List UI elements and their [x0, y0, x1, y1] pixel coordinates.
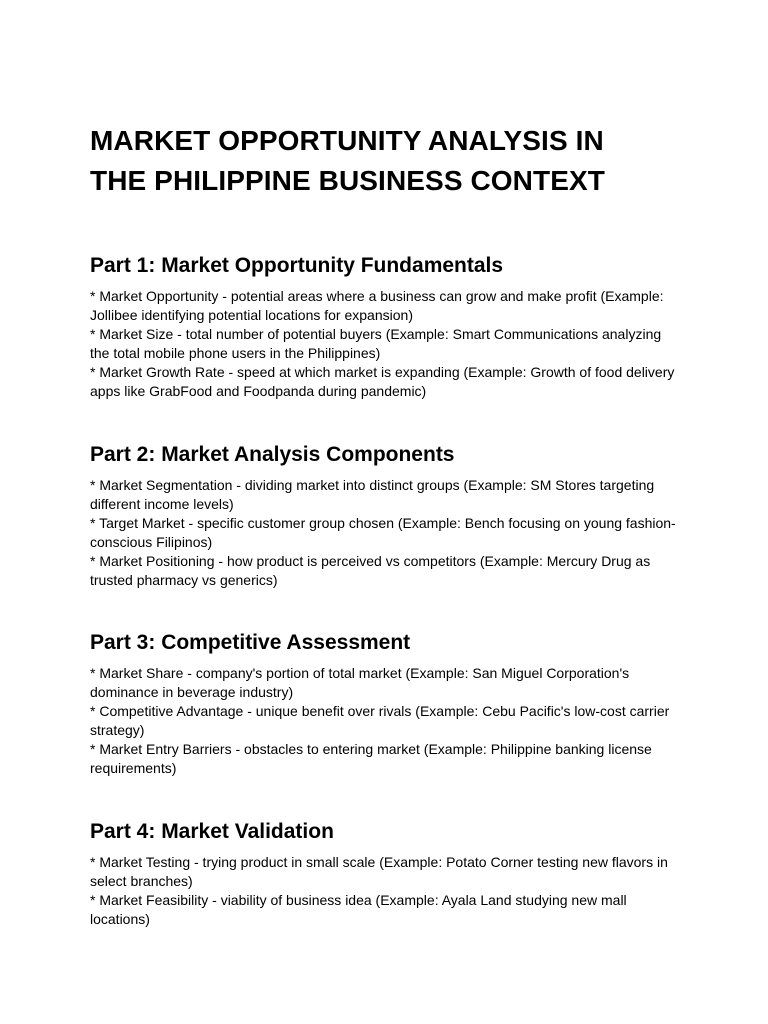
list-item: * Market Positioning - how product is perceived vs competitors (Example: Mercury Drug as trusted pharmacy vs generics) [90, 553, 651, 588]
document-title-line-2: THE PHILIPPINE BUSINESS CONTEXT [90, 165, 605, 196]
document-title [90, 121, 690, 201]
document-page [90, 121, 690, 927]
bullet-list [90, 287, 682, 401]
bullet-list [90, 476, 682, 590]
list-item: * Market Growth Rate - speed at which market is expanding (Example: Growth of food delivery apps like GrabFood and Foodpanda during pandemic) [90, 364, 675, 399]
list-item: * Market Segmentation - dividing market into distinct groups (Example: SM Stores targeting different income levels) [90, 477, 655, 512]
section-part-2 [90, 442, 682, 590]
section-heading: Part 2: Market Analysis Components [90, 443, 455, 466]
list-item: * Market Size - total number of potential buyers (Example: Smart Communications analyzing the total mobile phone users in the Philippines) [90, 326, 662, 361]
list-item: * Competitive Advantage - unique benefit over rivals (Example: Cebu Pacific's low-cost carrier strategy) [90, 703, 670, 738]
bullet-list [90, 853, 682, 929]
section-part-4 [90, 819, 682, 929]
section-heading: Part 3: Competitive Assessment [90, 631, 411, 654]
list-item: * Market Entry Barriers - obstacles to entering market (Example: Philippine banking license requirements) [90, 741, 652, 776]
section-part-3 [90, 630, 682, 778]
section-heading: Part 4: Market Validation [90, 820, 334, 843]
section-part-1 [90, 253, 682, 401]
list-item: * Market Opportunity - potential areas where a business can grow and make profit (Example: Jollibee identifying potential locations for expansion) [90, 288, 664, 323]
bullet-list [90, 664, 682, 778]
section-heading: Part 1: Market Opportunity Fundamentals [90, 254, 504, 277]
list-item: * Market Testing - trying product in small scale (Example: Potato Corner testing new flavors in select branches) [90, 854, 668, 889]
list-item: * Target Market - specific customer group chosen (Example: Bench focusing on young fashion-conscious Filipinos) [90, 515, 676, 550]
document-title-line-1: MARKET OPPORTUNITY ANALYSIS IN [90, 125, 604, 156]
list-item: * Market Feasibility - viability of business idea (Example: Ayala Land studying new mall locations) [90, 892, 627, 927]
list-item: * Market Share - company's portion of total market (Example: San Miguel Corporation's dominance in beverage industry) [90, 665, 630, 700]
